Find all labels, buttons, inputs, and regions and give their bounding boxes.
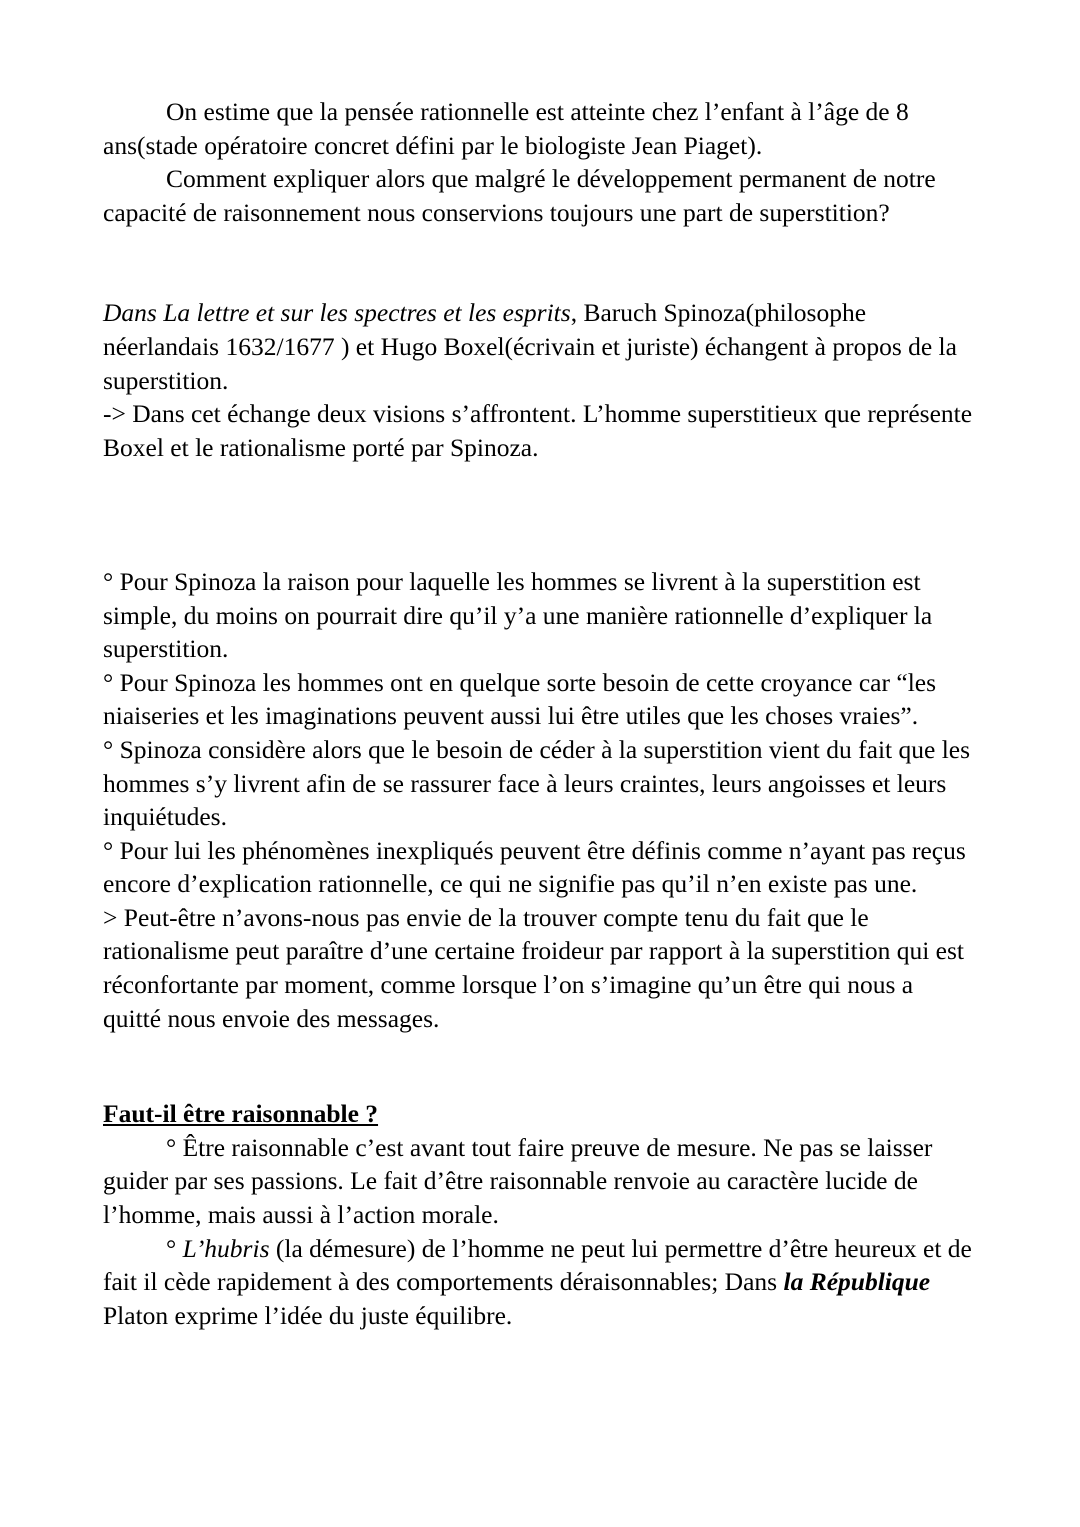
bullet-hubris-middle: (la démesure) de l’homme ne peut lui permettre d’être heureux et de fait il cède rapidement à des comportements déraisonnables; Dans xyxy=(103,1233,972,1297)
bullet-marker-degree: ° xyxy=(166,1132,177,1162)
paragraph-comment-expliquer: Comment expliquer alors que malgré le développement permanent de notre capacité de raisonnement nous conservions toujours une part de superstition? xyxy=(103,164,936,227)
paragraph-spinoza-boxel-rest: , Baruch Spinoza(philosophe néerlandais 1632/1677 ) et Hugo Boxel(écrivain et juriste) échangent à propos de la superstition. xyxy=(103,298,957,395)
bullet-hubris-end: Platon exprime l’idée du juste équilibre. xyxy=(103,1300,513,1330)
spacer-before-spinoza-boxel xyxy=(103,229,975,296)
bullet-marker-degree: ° xyxy=(103,566,114,596)
bullet-etre-raisonnable-text: Être raisonnable c’est avant tout faire preuve de mesure. Ne pas se laisser guider par ses passions. Le fait d’être raisonnable renvoie au caractère lucide de l’homme, mais aussi à l’action morale. xyxy=(103,1132,933,1230)
bullet-ceder-superstition-text: Spinoza considère alors que le besoin de céder à la superstition vient du fait que les hommes s’y livrent afin de se rassurer face à leurs craintes, leurs angoisses et leurs inquiétudes. xyxy=(103,734,971,832)
heading-wrapper xyxy=(103,1097,975,1131)
term-hubris: L’hubris xyxy=(182,1233,270,1263)
paragraph-peut-etre: > Peut-être n’avons-nous pas envie de la trouver compte tenu du fait que le rationalisme peut paraître d’une certaine froideur par rapport à la superstition qui est réconfortante par moment, comme lorsque l’on s’imagine qu’un être qui nous a quitté nous envoie des messages. xyxy=(103,902,964,1033)
bullet-raison-simple-text: Pour Spinoza la raison pour laquelle les hommes se livrent à la superstition est simple, du moins on pourrait dire qu’il y’a une manière rationnelle d’expliquer la superstition. xyxy=(103,566,933,664)
paragraph-spinoza-boxel xyxy=(103,296,975,397)
work-title-lettre-spectres: Dans La lettre et sur les spectres et les esprits xyxy=(103,298,571,328)
bullet-phenomenes-inexpliques xyxy=(103,834,975,901)
bullet-raison-simple xyxy=(103,565,975,666)
work-title-la-republique: la République xyxy=(783,1267,931,1297)
spacer-before-heading xyxy=(103,1035,975,1097)
paragraph-arrow-visions: -> Dans cet échange deux visions s’affrontent. L’homme superstitieux que représente Boxel et le rationalisme porté par Spinoza. xyxy=(103,399,973,462)
spacer-before-bullets-extra xyxy=(103,531,975,565)
bullet-besoin-croyance-text: Pour Spinoza les hommes ont en quelque sorte besoin de cette croyance car “les niaiseries et les imaginations peuvent aussi lui être utiles que les choses vraies”. xyxy=(103,667,937,731)
section-heading-faut-il-etre-raisonnable: Faut-il être raisonnable ? xyxy=(103,1099,379,1129)
bullet-marker-degree: ° xyxy=(103,734,114,764)
bullet-phenomenes-inexpliques-text: Pour lui les phénomènes inexpliqués peuvent être définis comme n’ayant pas reçus encore d’explication rationnelle, ce qui ne signifie pas qu’il n’en existe pas une. xyxy=(103,835,966,899)
spacer-before-bullets xyxy=(103,464,975,531)
bullet-ceder-superstition xyxy=(103,733,975,834)
document-body xyxy=(103,95,975,1332)
paragraph-piaget: On estime que la pensée rationnelle est atteinte chez l’enfant à l’âge de 8 ans(stade opératoire concret défini par le biologiste Jean Piaget). xyxy=(103,97,909,160)
bullet-marker-degree: ° xyxy=(103,667,114,697)
bullet-etre-raisonnable xyxy=(103,1131,975,1232)
bullet-marker-degree: ° xyxy=(166,1233,177,1263)
bullet-besoin-croyance xyxy=(103,666,975,733)
bullet-hubris xyxy=(103,1232,975,1333)
bullet-marker-degree: ° xyxy=(103,835,114,865)
